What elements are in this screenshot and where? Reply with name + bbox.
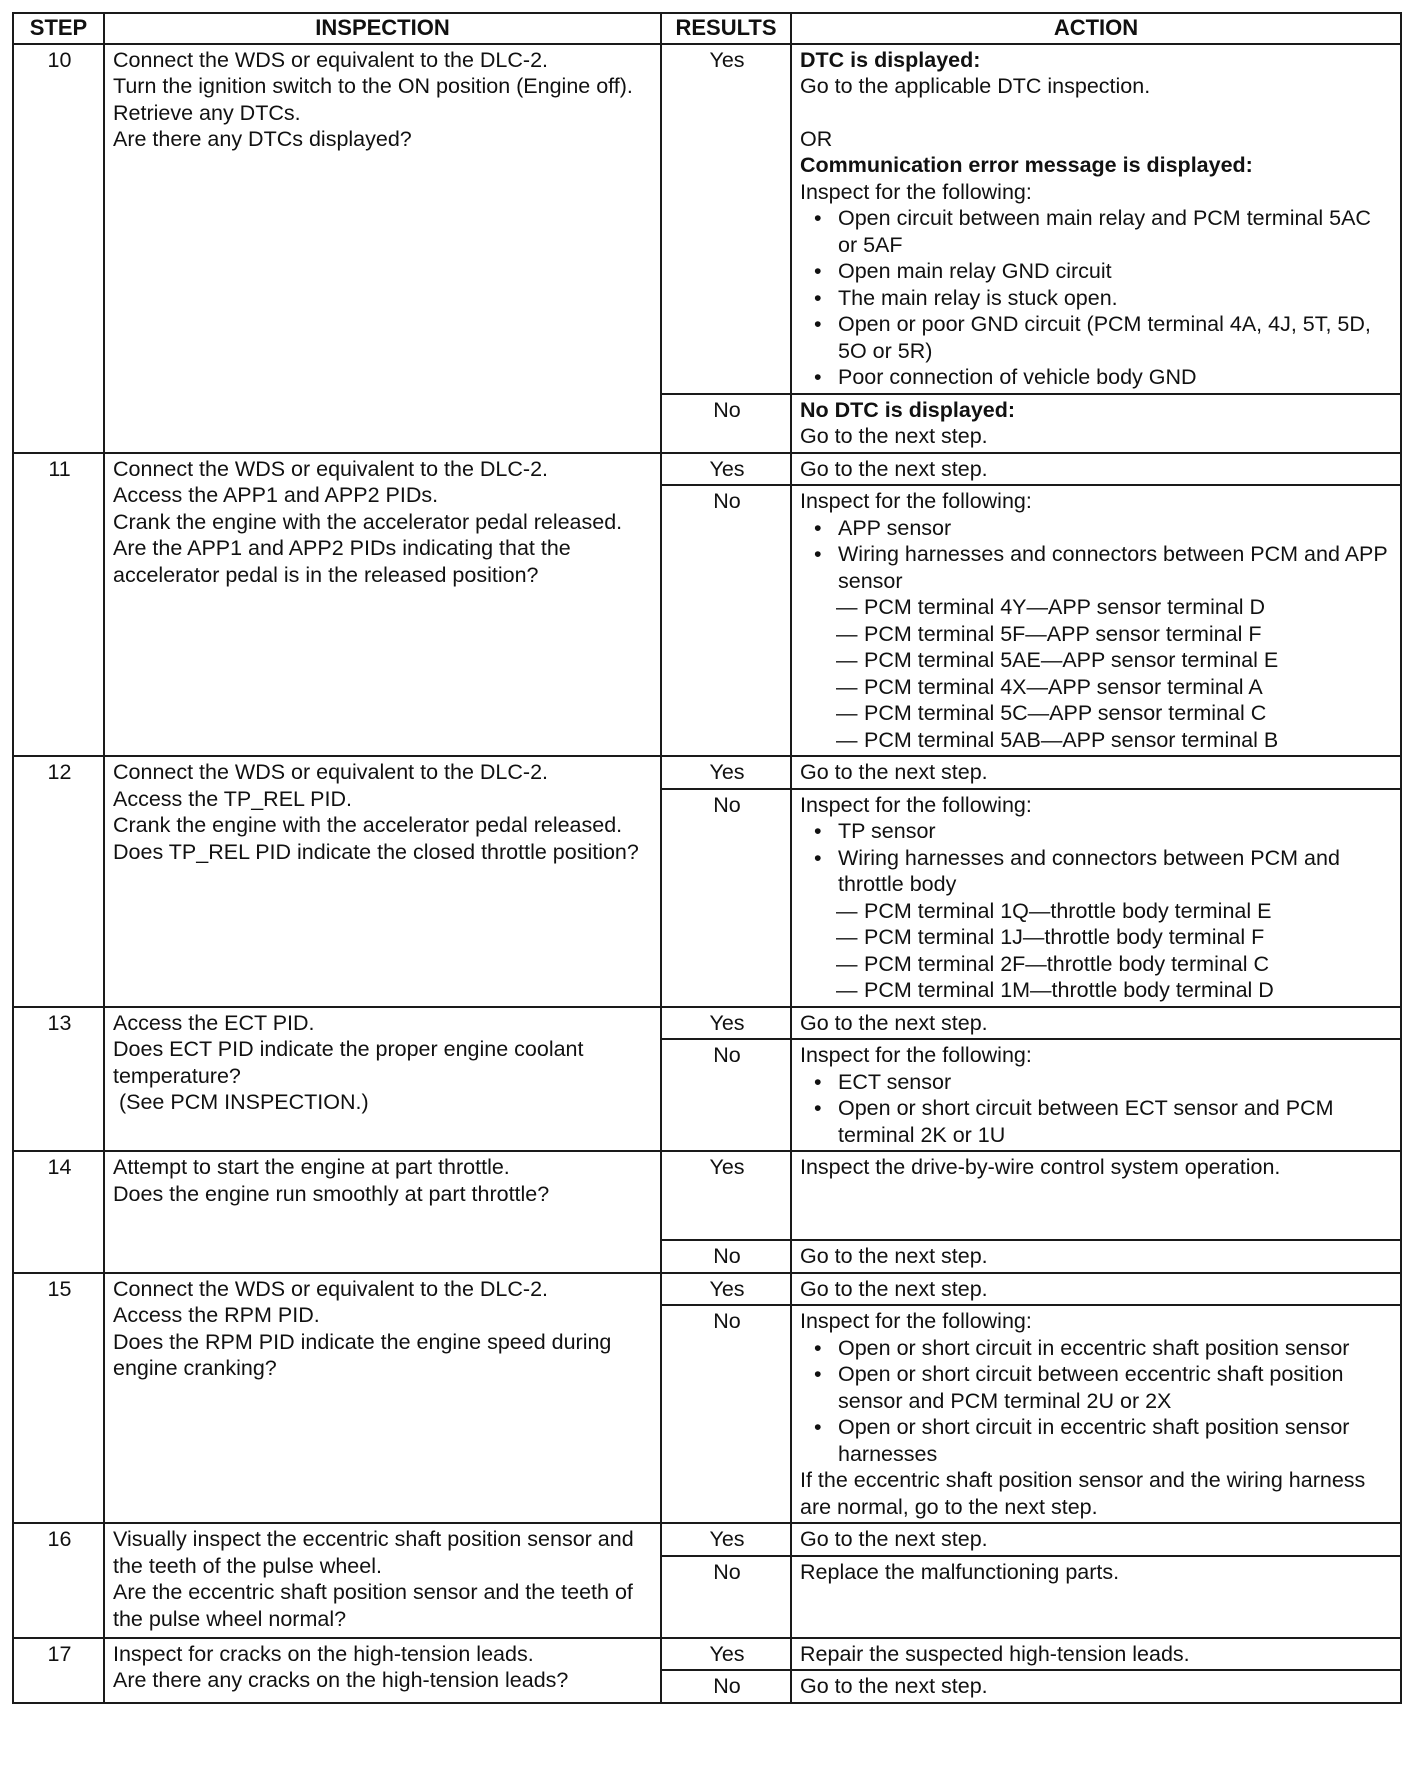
result-yes: Yes <box>661 1151 791 1240</box>
result-yes: Yes <box>661 44 791 394</box>
action-intro: Inspect for the following: <box>800 489 1032 513</box>
inspection-line: (See PCM INSPECTION.) <box>113 1090 369 1114</box>
inspection-cell <box>104 453 661 757</box>
action-text: Go to the next step. <box>791 1007 1401 1040</box>
step-number: 14 <box>13 1151 104 1273</box>
inspection-cell <box>104 1273 661 1524</box>
inspection-line: Connect the WDS or equivalent to the DLC-2. <box>113 1276 548 1301</box>
inspection-line: Does ECT PID indicate the proper engine coolant temperature? <box>113 1037 584 1088</box>
inspection-line: Does the RPM PID indicate the engine speed during engine cranking? <box>113 1329 612 1380</box>
inspection-line: Connect the WDS or equivalent to the DLC-2. <box>113 456 548 481</box>
bullet-list <box>800 205 1394 391</box>
result-no: No <box>661 1039 791 1151</box>
result-no: No <box>661 789 791 1007</box>
inspection-line: Crank the engine with the accelerator pedal released. <box>113 509 623 534</box>
action-intro: Inspect for the following: <box>800 1309 1032 1333</box>
action-cell <box>791 1039 1401 1151</box>
action-intro: Inspect for the following: <box>800 792 1032 817</box>
header-results: RESULTS <box>661 13 791 44</box>
action-heading: No DTC is displayed: <box>800 397 1016 422</box>
list-item: • Open or short circuit in eccentric shaft position sensor harnesses <box>810 1414 1394 1467</box>
result-yes: Yes <box>661 756 791 789</box>
inspection-line: Retrieve any DTCs. <box>113 100 301 125</box>
list-item: • Open or short circuit between ECT sensor and PCM terminal 2K or 1U <box>810 1095 1394 1148</box>
action-cell <box>791 485 1401 756</box>
action-heading: DTC is displayed: <box>800 47 981 72</box>
bullet-list <box>800 818 1394 898</box>
terminal-list <box>800 594 1394 753</box>
action-cell <box>791 394 1401 453</box>
result-yes: Yes <box>661 1638 791 1671</box>
terminal-item: — PCM terminal 5C—APP sensor terminal C <box>836 700 1394 727</box>
inspection-line: Access the TP_REL PID. <box>113 786 352 811</box>
inspection-line: Are the eccentric shaft position sensor and the teeth of the pulse wheel normal? <box>113 1580 633 1631</box>
step-number: 12 <box>13 756 104 1007</box>
inspection-line: Are there any DTCs displayed? <box>113 127 412 151</box>
action-text: Replace the malfunctioning parts. <box>791 1556 1401 1638</box>
inspection-line: Are there any cracks on the high-tension leads? <box>113 1668 569 1692</box>
terminal-item: — PCM terminal 4X—APP sensor terminal A <box>836 674 1394 701</box>
action-cell <box>791 1305 1401 1523</box>
table-header-row <box>13 13 1401 44</box>
terminal-item: — PCM terminal 5AE—APP sensor terminal E <box>836 647 1394 674</box>
diagnostic-procedure-sheet <box>12 12 1400 1704</box>
header-inspection: INSPECTION <box>104 13 661 44</box>
result-yes: Yes <box>661 1273 791 1306</box>
action-text: Go to the next step. <box>791 756 1401 789</box>
header-action: ACTION <box>791 13 1401 44</box>
result-yes: Yes <box>661 1523 791 1556</box>
action-text: Go to the applicable DTC inspection. <box>800 74 1151 98</box>
inspection-line: Access the RPM PID. <box>113 1303 320 1327</box>
inspection-line: Inspect for cracks on the high-tension leads. <box>113 1641 534 1666</box>
result-yes: Yes <box>661 1007 791 1040</box>
step-15-yes-row <box>13 1273 1401 1306</box>
action-text: Go to the next step. <box>791 1670 1401 1703</box>
step-number: 17 <box>13 1638 104 1703</box>
action-text: Go to the next step. <box>800 424 988 448</box>
action-note: If the eccentric shaft position sensor and the wiring harness are normal, go to the next step. <box>800 1468 1366 1519</box>
step-11-yes-row <box>13 453 1401 486</box>
result-yes: Yes <box>661 453 791 486</box>
result-no: No <box>661 1556 791 1638</box>
step-16-yes-row <box>13 1523 1401 1556</box>
step-10-yes-row <box>13 44 1401 394</box>
terminal-item: — PCM terminal 1M—throttle body terminal D <box>836 977 1394 1004</box>
inspection-cell <box>104 1523 661 1638</box>
list-item: • Open or short circuit between eccentric shaft position sensor and PCM terminal 2U or 2X <box>810 1361 1394 1414</box>
terminal-item: — PCM terminal 5F—APP sensor terminal F <box>836 621 1394 648</box>
terminal-item: — PCM terminal 2F—throttle body terminal C <box>836 951 1394 978</box>
action-text: Go to the next step. <box>791 1273 1401 1306</box>
inspection-line: Connect the WDS or equivalent to the DLC-2. <box>113 760 548 784</box>
inspection-line: Turn the ignition switch to the ON position (Engine off). <box>113 74 633 98</box>
list-item: • Poor connection of vehicle body GND <box>810 364 1394 391</box>
inspection-line: Visually inspect the eccentric shaft position sensor and the teeth of the pulse wheel. <box>113 1527 634 1578</box>
bullet-list <box>800 1069 1394 1149</box>
list-item: • Open or poor GND circuit (PCM terminal 4A, 4J, 5T, 5D, 5O or 5R) <box>810 311 1394 364</box>
inspection-cell <box>104 1638 661 1703</box>
result-no: No <box>661 1305 791 1523</box>
inspection-line: Access the ECT PID. <box>113 1010 315 1035</box>
diagnostic-table <box>12 12 1402 1704</box>
terminal-item: — PCM terminal 4Y—APP sensor terminal D <box>836 594 1394 621</box>
header-step: STEP <box>13 13 104 44</box>
result-no: No <box>661 1670 791 1703</box>
list-item: • TP sensor <box>810 818 1394 845</box>
step-17-yes-row <box>13 1638 1401 1671</box>
inspection-line: Access the APP1 and APP2 PIDs. <box>113 483 439 507</box>
step-number: 16 <box>13 1523 104 1638</box>
terminal-item: — PCM terminal 1J—throttle body terminal F <box>836 924 1394 951</box>
inspection-cell <box>104 1007 661 1152</box>
action-intro: Inspect for the following: <box>800 1043 1032 1067</box>
action-intro: Inspect for the following: <box>800 179 1032 204</box>
inspection-line: Does the engine run smoothly at part throttle? <box>113 1181 550 1206</box>
inspection-line: Are the APP1 and APP2 PIDs indicating that the accelerator pedal is in the released position? <box>113 536 571 587</box>
action-text: Go to the next step. <box>791 1240 1401 1273</box>
list-item: • Open main relay GND circuit <box>810 258 1394 285</box>
list-item: • Wiring harnesses and connectors between PCM and throttle body <box>810 845 1394 898</box>
step-12-yes-row <box>13 756 1401 789</box>
list-item: • Open circuit between main relay and PCM terminal 5AC or 5AF <box>810 205 1394 258</box>
step-number: 15 <box>13 1273 104 1524</box>
result-no: No <box>661 1240 791 1273</box>
result-no: No <box>661 394 791 453</box>
terminal-item: — PCM terminal 5AB—APP sensor terminal B <box>836 727 1394 754</box>
inspection-cell <box>104 44 661 453</box>
terminal-item: — PCM terminal 1Q—throttle body terminal E <box>836 898 1394 925</box>
bullet-list <box>800 515 1394 595</box>
inspection-cell <box>104 1151 661 1273</box>
step-number: 10 <box>13 44 104 453</box>
action-text: Inspect the drive-by-wire control system operation. <box>791 1151 1401 1240</box>
action-heading: Communication error message is displayed: <box>800 153 1253 177</box>
inspection-line: Connect the WDS or equivalent to the DLC-2. <box>113 47 548 72</box>
action-cell <box>791 789 1401 1007</box>
list-item: • ECT sensor <box>810 1069 1394 1096</box>
inspection-line: Does TP_REL PID indicate the closed throttle position? <box>113 839 639 864</box>
bullet-list <box>800 1335 1394 1468</box>
inspection-cell <box>104 756 661 1007</box>
step-number: 13 <box>13 1007 104 1152</box>
action-text: Go to the next step. <box>791 453 1401 486</box>
list-item: • Open or short circuit in eccentric shaft position sensor <box>810 1335 1394 1362</box>
result-no: No <box>661 485 791 756</box>
action-text: Repair the suspected high-tension leads. <box>791 1638 1401 1671</box>
step-number: 11 <box>13 453 104 757</box>
inspection-line: Attempt to start the engine at part throttle. <box>113 1155 510 1179</box>
action-cell <box>791 44 1401 394</box>
list-item: • Wiring harnesses and connectors between PCM and APP sensor <box>810 541 1394 594</box>
list-item: • The main relay is stuck open. <box>810 285 1394 312</box>
inspection-line: Crank the engine with the accelerator pedal released. <box>113 813 623 837</box>
step-14-yes-row <box>13 1151 1401 1240</box>
step-13-yes-row <box>13 1007 1401 1040</box>
action-text: Go to the next step. <box>791 1523 1401 1556</box>
action-or: OR <box>800 126 833 151</box>
terminal-list <box>800 898 1394 1004</box>
list-item: • APP sensor <box>810 515 1394 542</box>
